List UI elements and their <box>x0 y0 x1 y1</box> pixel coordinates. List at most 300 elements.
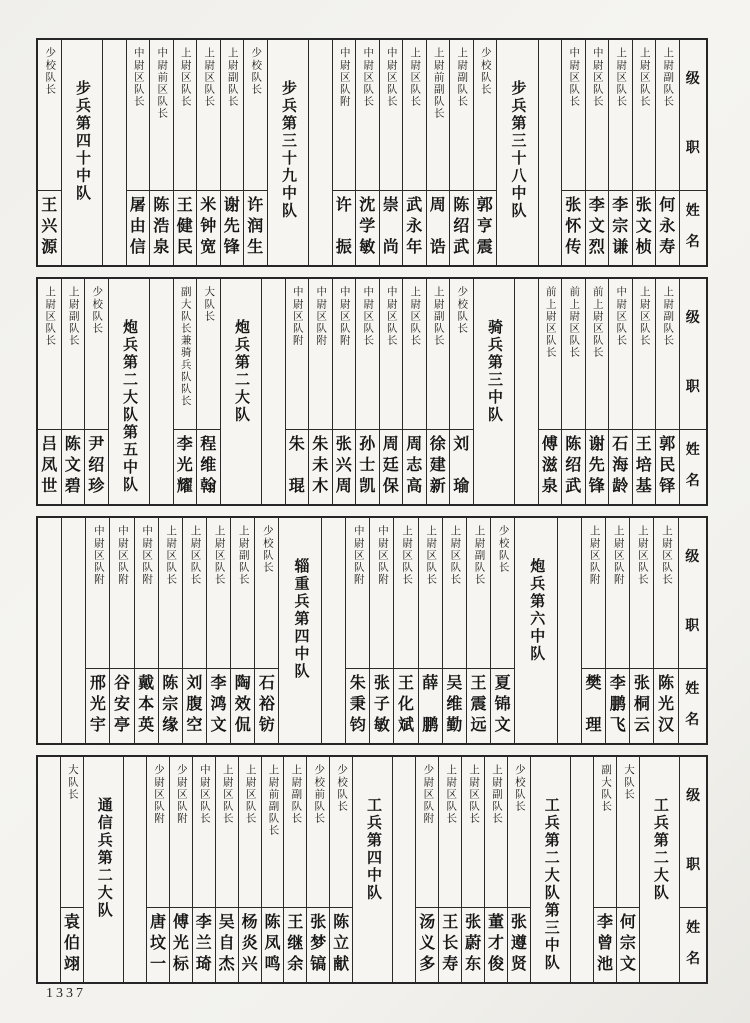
name-char: 鹏 <box>422 717 439 734</box>
person-column <box>402 40 426 265</box>
spacer-column <box>102 40 126 265</box>
name-char: 绍 <box>565 456 582 474</box>
name-char: 先 <box>588 456 605 474</box>
name-cell <box>380 430 403 504</box>
rank-cell <box>582 518 605 669</box>
person-column <box>369 518 393 743</box>
name-char: 尹 <box>88 435 105 453</box>
name-char: 宇 <box>89 717 106 734</box>
person-column <box>169 757 192 982</box>
rank-cell <box>656 40 679 191</box>
name-cell <box>562 430 585 504</box>
name-char: 光 <box>89 695 106 713</box>
name-char: 勤 <box>446 717 463 734</box>
person-column <box>393 518 417 743</box>
rank-text: 上尉区队长 <box>221 764 233 825</box>
name-char: 钟 <box>200 217 217 235</box>
rank-cell <box>370 518 393 669</box>
person-column <box>632 279 656 504</box>
header-name-char: 名 <box>685 235 700 251</box>
rank-text: 上尉区队长 <box>636 525 648 586</box>
rank-text: 少校队长 <box>44 47 56 96</box>
name-char: 崇 <box>382 196 399 214</box>
rank-cell <box>617 757 639 908</box>
person-column <box>134 518 158 743</box>
name-cell <box>419 669 442 743</box>
unit-title-cell <box>61 40 103 265</box>
header-rank-cell <box>679 518 706 669</box>
name-char: 化 <box>398 695 415 713</box>
rank-cell <box>127 40 150 191</box>
spacer-column <box>392 757 415 982</box>
name-char: 周 <box>335 478 352 495</box>
name-cell <box>284 908 306 982</box>
name-cell <box>562 191 585 265</box>
rank-cell <box>491 518 514 669</box>
rank-cell <box>508 757 530 908</box>
name-char: 谢 <box>223 196 240 214</box>
name-char: 王 <box>176 196 193 214</box>
person-column <box>484 757 507 982</box>
name-cell <box>255 669 278 743</box>
rank-cell <box>38 40 61 191</box>
name-char: 石 <box>612 435 629 453</box>
name-char: 维 <box>200 456 217 474</box>
person-column <box>449 40 473 265</box>
unit-title-cell <box>639 757 679 982</box>
rank-text: 中尉区队长 <box>591 47 603 108</box>
name-char: 翰 <box>200 478 217 495</box>
person-column <box>332 279 356 504</box>
unit-title-text: 辎重兵第四中队 <box>292 558 309 681</box>
rank-text: 上尉区队长 <box>615 47 627 108</box>
name-char: 鸿 <box>210 695 227 713</box>
person-column <box>605 518 629 743</box>
rank-text: 上尉区队附 <box>612 525 624 586</box>
rank-text: 中尉区队长 <box>362 286 374 347</box>
rank-text: 上尉副队长 <box>456 47 468 108</box>
name-char: 李 <box>612 196 629 214</box>
name-char: 健 <box>176 217 193 235</box>
name-char: 永 <box>659 217 676 235</box>
rank-cell <box>307 757 329 908</box>
rank-text: 中尉区队长 <box>568 47 580 108</box>
rank-text: 中尉区队附 <box>141 525 153 586</box>
name-cell <box>508 908 530 982</box>
person-column <box>38 279 61 504</box>
name-cell <box>439 908 461 982</box>
name-cell <box>370 669 393 743</box>
name-char: 年 <box>406 239 423 256</box>
name-char: 宗 <box>162 695 179 713</box>
name-char: 李 <box>588 196 605 214</box>
rank-text: 中尉区队附 <box>117 525 129 586</box>
unit-title-cell <box>473 279 515 504</box>
header-name-cell <box>679 669 706 743</box>
header-column <box>678 518 706 743</box>
person-column <box>283 757 306 982</box>
header-rank-char: 级 <box>686 789 701 805</box>
header-name-char: 姓 <box>685 204 700 220</box>
name-char: 维 <box>446 695 463 713</box>
rank-cell <box>330 757 352 908</box>
person-column <box>230 518 254 743</box>
person-column <box>61 279 85 504</box>
name-char: 亨 <box>476 217 493 235</box>
rank-cell <box>450 40 473 191</box>
name-char: 徐 <box>429 435 446 453</box>
name-char: 琨 <box>288 478 305 495</box>
rank-text: 中尉区队附 <box>338 47 350 108</box>
name-char: 士 <box>359 456 376 474</box>
name-cell <box>38 191 61 265</box>
person-column <box>608 40 632 265</box>
name-char: 吴 <box>446 674 463 692</box>
name-char: 义 <box>419 934 436 952</box>
name-char: 武 <box>565 478 582 495</box>
name-char: 王 <box>635 435 652 453</box>
name-char: 锋 <box>588 478 605 495</box>
name-char: 张 <box>510 913 527 931</box>
person-column <box>149 40 173 265</box>
name-char: 伯 <box>63 934 80 952</box>
unit-title-text: 工兵第二大队第三中队 <box>542 797 559 972</box>
name-char: 陶 <box>234 674 251 692</box>
unit-title-text: 炮兵第二大队 <box>233 319 249 424</box>
rank-text: 中尉区队长 <box>132 47 144 108</box>
name-char: 谷 <box>113 674 130 692</box>
rank-cell <box>474 40 497 191</box>
rank-cell <box>346 518 369 669</box>
unit-title-text: 步兵第四十中队 <box>74 80 90 203</box>
header-name-char: 姓 <box>686 921 701 937</box>
name-char: 海 <box>612 456 629 474</box>
name-char: 汉 <box>657 717 674 734</box>
name-cell <box>346 669 369 743</box>
name-char: 贤 <box>510 956 527 973</box>
name-char: 曾 <box>597 934 614 952</box>
rank-cell <box>633 279 656 430</box>
person-column <box>538 279 562 504</box>
name-char: 标 <box>172 956 189 973</box>
name-char: 诰 <box>429 239 446 256</box>
name-char: 浩 <box>153 217 170 235</box>
person-column <box>355 279 379 504</box>
rank-text: 上尉区队长 <box>449 525 461 586</box>
spacer-column <box>38 518 61 743</box>
rank-text: 大队长 <box>203 286 215 323</box>
name-char: 张 <box>465 913 482 931</box>
name-cell <box>443 669 466 743</box>
person-column <box>438 757 461 982</box>
name-char: 震 <box>476 239 493 256</box>
rank-text: 上尉副队长 <box>473 525 485 586</box>
rank-text: 中尉区队附 <box>92 525 104 586</box>
rank-text: 上尉副队长 <box>432 286 444 347</box>
rank-cell <box>239 757 261 908</box>
name-char: 兴 <box>241 956 258 973</box>
name-char: 缘 <box>162 717 179 734</box>
name-char: 琦 <box>195 956 212 973</box>
rank-cell <box>183 518 206 669</box>
name-char: 武 <box>453 239 470 256</box>
rank-cell <box>380 40 403 191</box>
name-char: 李 <box>210 674 227 692</box>
rank-text: 少校队长 <box>513 764 525 813</box>
rank-text: 少校队长 <box>456 286 468 335</box>
header-column <box>679 757 706 982</box>
header-rank-cell <box>680 40 707 191</box>
rank-cell <box>633 40 656 191</box>
name-cell <box>633 191 656 265</box>
name-char: 光 <box>657 695 674 713</box>
person-column <box>206 518 230 743</box>
unit-title-text: 步兵第三十八中队 <box>509 80 526 220</box>
name-cell <box>231 669 254 743</box>
name-cell <box>333 191 356 265</box>
unit-title-text: 工兵第四中队 <box>365 797 382 902</box>
name-char: 郭 <box>476 196 493 214</box>
rank-cell <box>609 279 632 430</box>
page-number: 1337 <box>46 986 86 1001</box>
rank-cell <box>61 757 83 908</box>
rank-text: 大队长 <box>622 764 634 801</box>
rank-cell <box>85 279 108 430</box>
unit-title-cell <box>496 40 538 265</box>
name-char: 文 <box>619 956 636 973</box>
name-char: 本 <box>138 695 155 713</box>
rank-cell <box>562 279 585 430</box>
rank-text: 中尉区队附 <box>315 286 327 347</box>
rank-text: 上尉区队长 <box>203 47 215 108</box>
name-char: 东 <box>465 956 482 973</box>
name-cell <box>333 430 356 504</box>
name-char: 傅 <box>172 913 189 931</box>
name-char: 文 <box>210 717 227 734</box>
name-char: 继 <box>287 934 304 952</box>
spacer-column <box>308 40 332 265</box>
name-cell <box>403 430 426 504</box>
name-char: 滋 <box>541 456 558 474</box>
name-cell <box>244 191 267 265</box>
rank-cell <box>586 279 609 430</box>
person-column <box>507 757 530 982</box>
name-char: 源 <box>41 239 58 256</box>
name-char: 光 <box>176 456 193 474</box>
rank-text: 少校前队长 <box>313 764 325 825</box>
name-char: 理 <box>585 717 602 734</box>
name-char: 亭 <box>113 717 130 734</box>
name-char: 米 <box>200 196 217 214</box>
person-column <box>449 279 473 504</box>
name-char: 周 <box>429 196 446 214</box>
name-cell <box>474 191 497 265</box>
person-column <box>379 279 403 504</box>
rank-cell <box>333 40 356 191</box>
name-char: 谦 <box>612 239 629 256</box>
name-char: 朱 <box>312 435 329 453</box>
name-cell <box>197 191 220 265</box>
unit-title-cell <box>83 757 123 982</box>
name-char: 云 <box>633 717 650 734</box>
name-char: 未 <box>312 456 329 474</box>
person-column <box>345 518 369 743</box>
name-char: 秉 <box>349 695 366 713</box>
table-band <box>36 38 708 267</box>
rank-text: 上尉区队长 <box>244 764 256 825</box>
header-rank-char: 职 <box>685 380 700 396</box>
person-column <box>38 40 61 265</box>
name-char: 龄 <box>612 478 629 495</box>
name-cell <box>586 191 609 265</box>
rank-text: 上尉区队长 <box>638 286 650 347</box>
name-char: 张 <box>373 674 390 692</box>
name-cell <box>609 430 632 504</box>
rank-text: 中尉区队长 <box>198 764 210 825</box>
rank-cell <box>427 40 450 191</box>
table-band <box>36 516 708 745</box>
name-char: 自 <box>218 934 235 952</box>
name-cell <box>170 908 192 982</box>
rank-text: 少校队长 <box>91 286 103 335</box>
name-char: 高 <box>406 478 423 495</box>
name-char: 张 <box>635 196 652 214</box>
name-cell <box>450 191 473 265</box>
name-char: 许 <box>247 196 264 214</box>
name-cell <box>239 908 261 982</box>
name-char: 陈 <box>657 674 674 692</box>
name-char: 王 <box>41 196 58 214</box>
rank-text: 上尉区队长 <box>425 525 437 586</box>
rank-text: 副大队长 <box>600 764 612 813</box>
name-char: 傅 <box>541 435 558 453</box>
name-cell <box>150 191 173 265</box>
name-char: 杰 <box>218 956 235 973</box>
rank-text: 少校队长 <box>336 764 348 813</box>
person-column <box>561 279 585 504</box>
rank-cell <box>62 279 85 430</box>
person-column <box>629 518 653 743</box>
person-column <box>196 279 220 504</box>
name-char: 瑜 <box>453 478 470 495</box>
rank-cell <box>467 518 490 669</box>
name-char: 程 <box>200 435 217 453</box>
table-band <box>36 277 708 506</box>
rank-text: 上尉副队长 <box>662 286 674 347</box>
name-char: 远 <box>470 717 487 734</box>
person-column <box>426 40 450 265</box>
rank-cell <box>333 279 356 430</box>
rank-cell <box>462 757 484 908</box>
name-cell <box>216 908 238 982</box>
rank-text: 中尉区队长 <box>385 47 397 108</box>
rank-text: 上尉区队长 <box>401 525 413 586</box>
rank-cell <box>356 40 379 191</box>
header-rank-cell <box>680 279 707 430</box>
person-column <box>329 757 352 982</box>
name-char: 振 <box>335 239 352 256</box>
rank-cell <box>586 40 609 191</box>
person-column <box>261 757 284 982</box>
rank-text: 少校队长 <box>497 525 509 574</box>
rank-text: 上尉前副队长 <box>432 47 444 120</box>
rank-text: 上尉副队长 <box>226 47 238 108</box>
name-char: 戴 <box>138 674 155 692</box>
person-column <box>173 40 197 265</box>
name-cell <box>450 430 473 504</box>
unit-title-text: 工兵第二大队 <box>651 797 668 902</box>
person-column <box>581 518 605 743</box>
name-char: 锋 <box>223 239 240 256</box>
name-char: 遵 <box>510 934 527 952</box>
rank-cell <box>394 518 417 669</box>
person-column <box>85 518 109 743</box>
header-rank-char: 级 <box>685 311 700 327</box>
person-column <box>60 757 83 982</box>
person-column <box>173 279 197 504</box>
header-column <box>679 40 707 265</box>
spacer-column <box>321 518 345 743</box>
name-cell <box>193 908 215 982</box>
rank-text: 少尉区队附 <box>175 764 187 825</box>
spacer-column <box>61 518 85 743</box>
spacer-column <box>557 518 581 743</box>
rank-cell <box>197 40 220 191</box>
rank-text: 上尉副队长 <box>491 764 502 825</box>
name-char: 生 <box>247 239 264 256</box>
name-char: 永 <box>406 217 423 235</box>
rank-text: 上尉副队长 <box>67 286 79 347</box>
name-cell <box>539 430 562 504</box>
name-char: 润 <box>247 217 264 235</box>
name-cell <box>197 430 220 504</box>
name-char: 子 <box>373 695 390 713</box>
name-char: 由 <box>129 217 146 235</box>
spacer-column <box>261 279 285 504</box>
name-char: 汤 <box>419 913 436 931</box>
header-rank-char: 级 <box>685 72 700 88</box>
name-char: 翊 <box>63 956 80 973</box>
name-char: 文 <box>64 456 81 474</box>
name-char: 侃 <box>234 717 251 734</box>
rank-cell <box>419 518 442 669</box>
name-char: 邢 <box>89 674 106 692</box>
person-column <box>655 279 679 504</box>
name-char: 李 <box>195 913 212 931</box>
rank-cell <box>159 518 182 669</box>
name-cell <box>221 191 244 265</box>
rank-cell <box>231 518 254 669</box>
name-cell <box>394 669 417 743</box>
name-cell <box>356 191 379 265</box>
name-char: 建 <box>429 456 446 474</box>
name-cell <box>86 669 109 743</box>
name-char: 效 <box>234 695 251 713</box>
name-char: 王 <box>287 913 304 931</box>
name-char: 陈 <box>64 435 81 453</box>
unit-title-cell <box>514 518 557 743</box>
name-char: 文 <box>588 217 605 235</box>
name-cell <box>491 669 514 743</box>
unit-title-text: 炮兵第二大队第五中队 <box>121 319 137 494</box>
header-name-char: 名 <box>685 713 700 729</box>
name-char: 锦 <box>494 695 511 713</box>
name-char: 腹 <box>186 695 203 713</box>
rank-cell <box>427 279 450 430</box>
name-char: 周 <box>382 435 399 453</box>
person-column <box>158 518 182 743</box>
name-char: 珍 <box>88 478 105 495</box>
